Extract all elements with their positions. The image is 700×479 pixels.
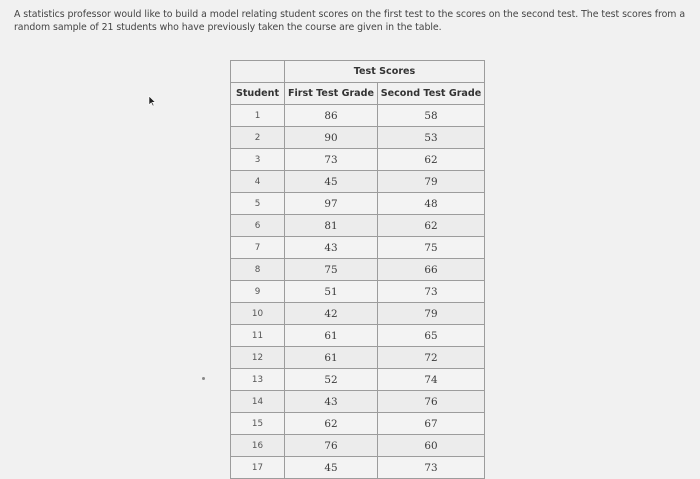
student-number: 14	[231, 391, 285, 413]
student-number: 8	[231, 259, 285, 281]
table-row	[231, 303, 485, 325]
second-test-grade: 60	[378, 435, 485, 457]
table-row	[231, 457, 485, 479]
first-test-grade: 76	[285, 435, 378, 457]
table-row	[231, 215, 485, 237]
student-number: 3	[231, 149, 285, 171]
student-number: 10	[231, 303, 285, 325]
table-row	[231, 105, 485, 127]
column-header-second-test: Second Test Grade	[378, 83, 485, 105]
table-row	[231, 237, 485, 259]
student-number: 15	[231, 413, 285, 435]
second-test-grade: 79	[378, 171, 485, 193]
student-number: 4	[231, 171, 285, 193]
first-test-grade: 43	[285, 391, 378, 413]
table-row	[231, 281, 485, 303]
first-test-grade: 45	[285, 171, 378, 193]
first-test-grade: 75	[285, 259, 378, 281]
test-scores-table-container	[230, 60, 484, 479]
table-row	[231, 127, 485, 149]
first-test-grade: 81	[285, 215, 378, 237]
student-number: 11	[231, 325, 285, 347]
second-test-grade: 72	[378, 347, 485, 369]
first-test-grade: 62	[285, 413, 378, 435]
student-number: 17	[231, 457, 285, 479]
column-header-student: Student	[231, 83, 285, 105]
table-row	[231, 149, 485, 171]
test-scores-table	[230, 60, 485, 479]
student-number: 16	[231, 435, 285, 457]
student-number: 5	[231, 193, 285, 215]
second-test-grade: 65	[378, 325, 485, 347]
first-test-grade: 51	[285, 281, 378, 303]
table-row	[231, 347, 485, 369]
first-test-grade: 73	[285, 149, 378, 171]
table-empty-corner	[231, 61, 285, 83]
first-test-grade: 45	[285, 457, 378, 479]
student-number: 9	[231, 281, 285, 303]
column-header-first-test: First Test Grade	[285, 83, 378, 105]
table-row	[231, 391, 485, 413]
second-test-grade: 73	[378, 281, 485, 303]
second-test-grade: 67	[378, 413, 485, 435]
table-row	[231, 369, 485, 391]
second-test-grade: 62	[378, 215, 485, 237]
first-test-grade: 61	[285, 325, 378, 347]
second-test-grade: 73	[378, 457, 485, 479]
second-test-grade: 53	[378, 127, 485, 149]
student-number: 7	[231, 237, 285, 259]
second-test-grade: 62	[378, 149, 485, 171]
first-test-grade: 52	[285, 369, 378, 391]
table-row	[231, 325, 485, 347]
table-row	[231, 193, 485, 215]
table-row	[231, 413, 485, 435]
second-test-grade: 58	[378, 105, 485, 127]
first-test-grade: 90	[285, 127, 378, 149]
problem-statement: A statistics professor would like to build a model relating student scores on the first test to the scores on the second test. The test scores from a random sample of 21 students who have previously taken the course are given in the table.	[14, 9, 686, 33]
second-test-grade: 75	[378, 237, 485, 259]
table-row	[231, 435, 485, 457]
mouse-pointer-icon	[148, 95, 156, 107]
first-test-grade: 61	[285, 347, 378, 369]
second-test-grade: 66	[378, 259, 485, 281]
student-number: 1	[231, 105, 285, 127]
decorative-dot	[202, 377, 205, 380]
table-row	[231, 171, 485, 193]
test-scores-header: Test Scores	[285, 61, 485, 83]
second-test-grade: 76	[378, 391, 485, 413]
student-number: 6	[231, 215, 285, 237]
second-test-grade: 79	[378, 303, 485, 325]
first-test-grade: 86	[285, 105, 378, 127]
first-test-grade: 42	[285, 303, 378, 325]
student-number: 2	[231, 127, 285, 149]
first-test-grade: 43	[285, 237, 378, 259]
second-test-grade: 74	[378, 369, 485, 391]
table-body	[231, 105, 485, 479]
student-number: 13	[231, 369, 285, 391]
second-test-grade: 48	[378, 193, 485, 215]
table-row	[231, 259, 485, 281]
first-test-grade: 97	[285, 193, 378, 215]
student-number: 12	[231, 347, 285, 369]
